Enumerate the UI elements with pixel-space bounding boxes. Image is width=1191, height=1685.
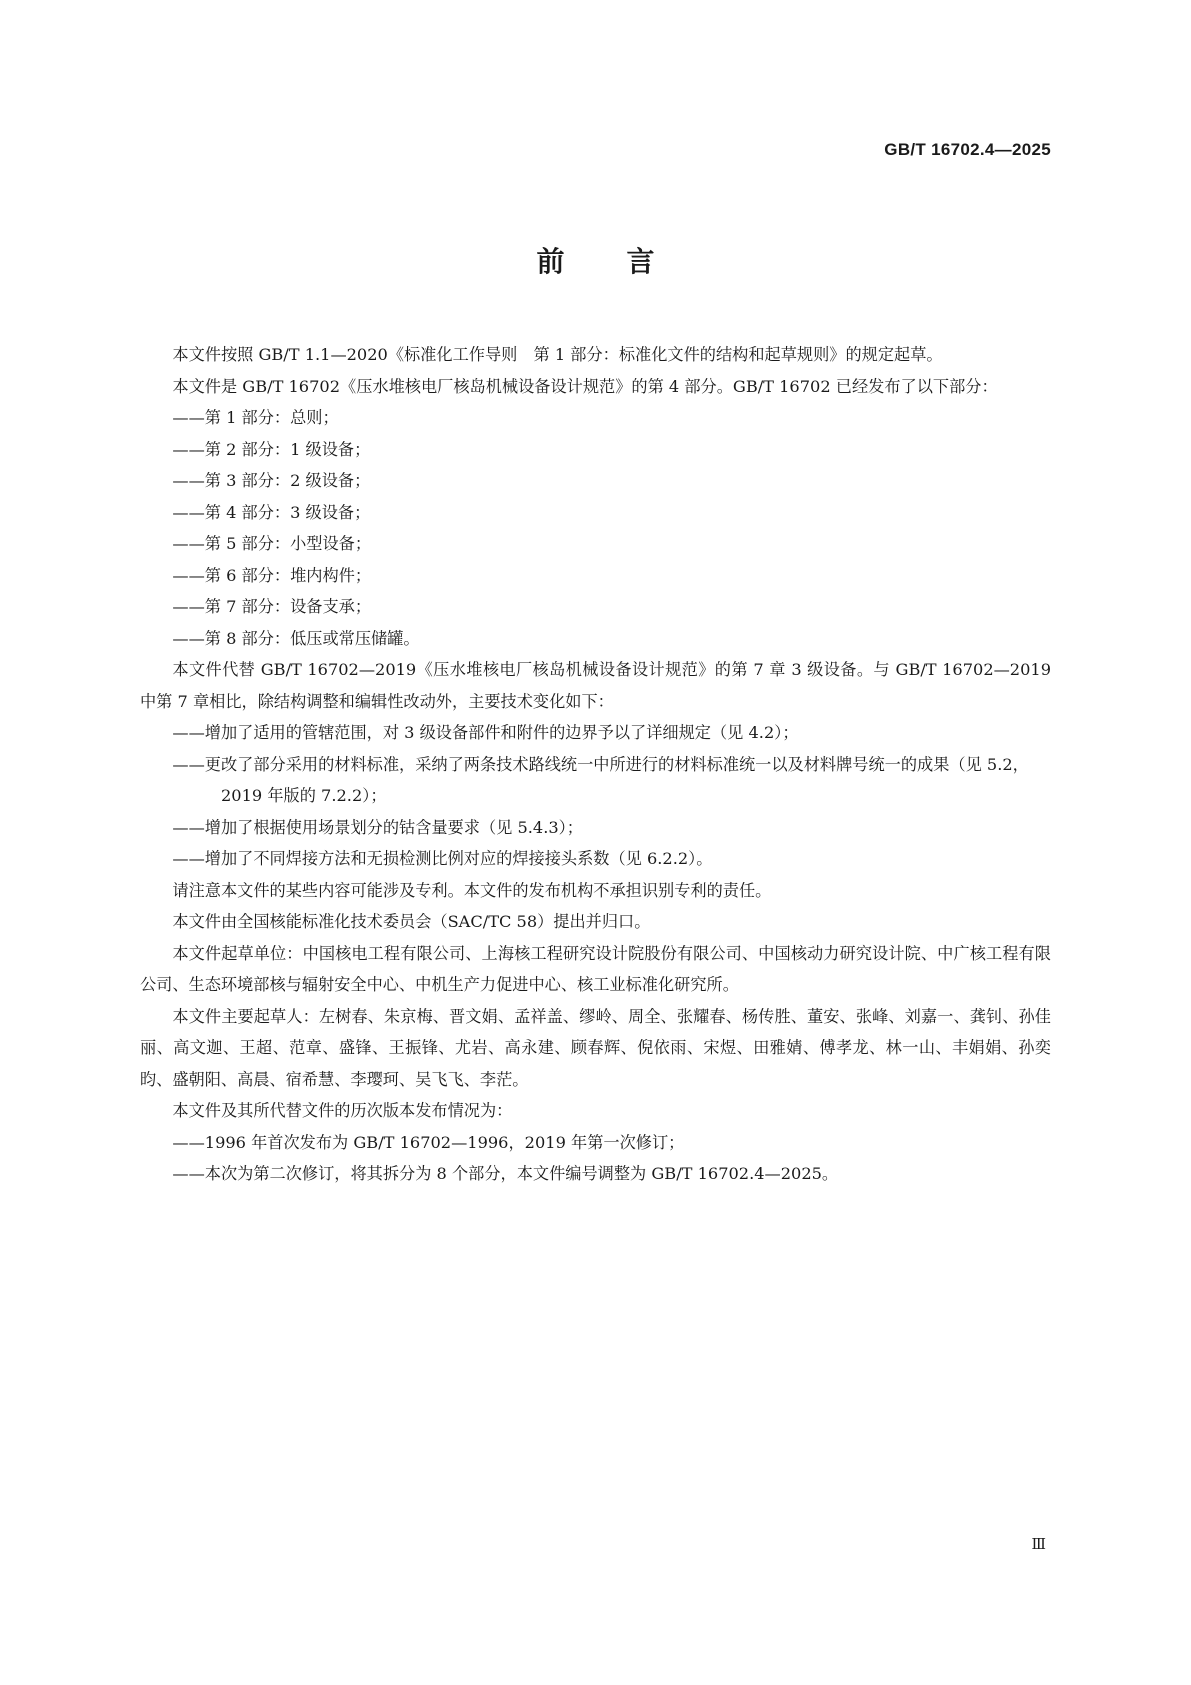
list-item-change-3: ——增加了根据使用场景划分的钴含量要求（见 5.4.3）； [172,817,583,837]
paragraph-replacement: 本文件代替 GB/T 16702—2019《压水堆核电厂核岛机械设备设计规范》的第 7 章 3 级设备。与 GB/T 16702—2019 中第 7 章相比，除结构调整和编辑性改动外，主要技术变化如下： [140,660,1051,711]
paragraph-series-intro: 本文件是 GB/T 16702《压水堆核电厂核岛机械设备设计规范》的第 4 部分。GB/T 16702 已经发布了以下部分： [172,376,998,396]
standard-number: GB/T 16702.4—2025 [884,140,1051,159]
document-body [140,339,1051,1190]
paragraph-patent-notice: 请注意本文件的某些内容可能涉及专利。本文件的发布机构不承担识别专利的责任。 [172,880,772,900]
list-item-part-6: ——第 6 部分：堆内构件； [172,565,372,585]
list-item-part-1: ——第 1 部分：总则； [172,408,339,427]
list-item-part-5: ——第 5 部分：小型设备； [172,534,372,553]
list-item-part-8: ——第 8 部分：低压或常压储罐。 [172,628,420,648]
list-item-part-3: ——第 3 部分：2 级设备； [172,471,371,490]
paragraph-committee: 本文件由全国核能标准化技术委员会（SAC/TC 58）提出并归口。 [172,912,651,931]
list-item-part-4: ——第 4 部分：3 级设备； [172,502,371,522]
list-item-change-4: ——增加了不同焊接方法和无损检测比例对应的焊接接头系数（见 6.2.2）。 [172,849,713,868]
paragraph-history-intro: 本文件及其所代替文件的历次版本发布情况为： [172,1101,513,1120]
list-item-change-2: ——更改了部分采用的材料标准，采纳了两条技术路线统一中所进行的材料标准统一以及材料牌号统一的成果（见 5.2，2019 年版的 7.2.2）； [172,754,1029,805]
paragraph-drafting-rules: 本文件按照 GB/T 1.1—2020《标准化工作导则 第 1 部分：标准化文件的结构和起草规则》的规定起草。 [172,345,943,364]
list-item-part-7: ——第 7 部分：设备支承； [172,597,372,616]
page-number: Ⅲ [1031,1535,1046,1553]
list-item-history-1: ——1996 年首次发布为 GB/T 16702—1996，2019 年第一次修订； [172,1132,685,1152]
paragraph-drafting-units: 本文件起草单位：中国核电工程有限公司、上海核工程研究设计院股份有限公司、中国核动力研究设计院、中广核工程有限公司、生态环境部核与辐射安全中心、中机生产力促进中心、核工业标准化研究所。 [140,943,1051,994]
list-item-history-2: ——本次为第二次修订，将其拆分为 8 个部分，本文件编号调整为 GB/T 16702.4—2025。 [172,1164,839,1183]
paragraph-drafters: 本文件主要起草人：左树春、朱京梅、晋文娟、孟祥盖、缪岭、周全、张耀春、杨传胜、董安、张峰、刘嘉一、龚钊、孙佳丽、高文迦、王超、范章、盛锋、王振锋、尤岩、高永建、顾春辉、倪依雨、宋煜、田雅婧、傅孝龙、林一山、丰娟娟、孙奕昀、盛朝阳、高晨、宿希慧、李璎珂、吴飞飞、李茫。 [140,1006,1051,1089]
page-title: 前言 [536,245,717,278]
list-item-change-1: ——增加了适用的管辖范围，对 3 级设备部件和附件的边界予以了详细规定（见 4.2）； [172,723,799,742]
list-item-part-2: ——第 2 部分：1 级设备； [172,439,371,459]
